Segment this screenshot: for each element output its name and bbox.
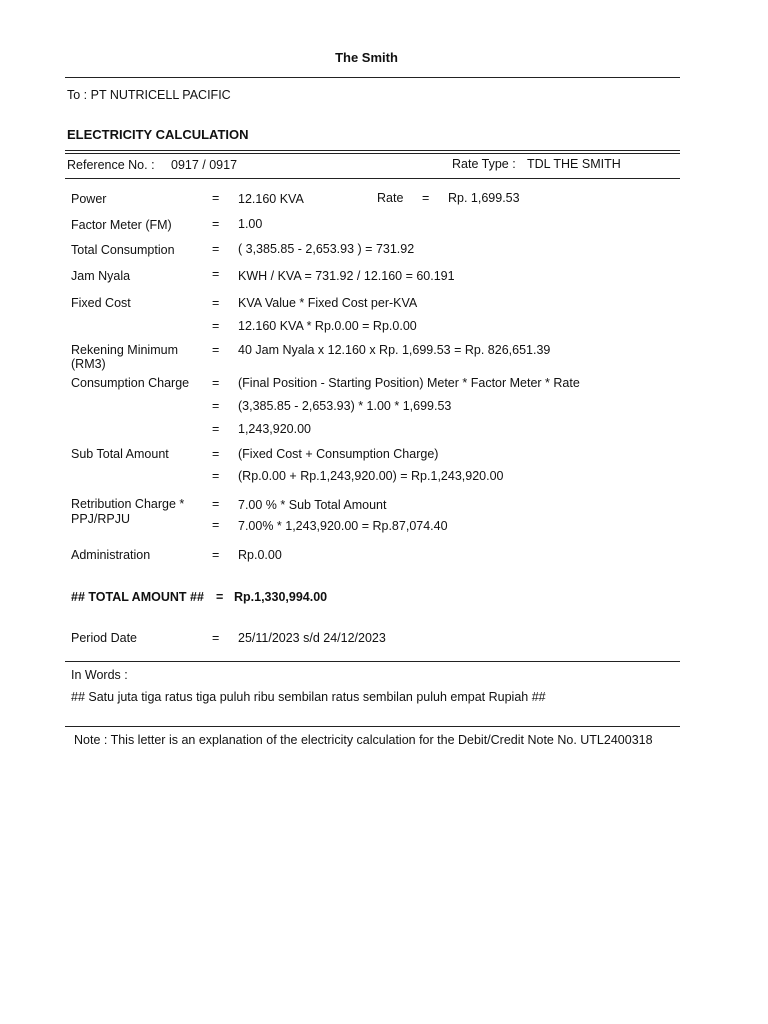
fixed-cost-label: Fixed Cost (71, 296, 131, 310)
recipient: To : PT NUTRICELL PACIFIC (67, 88, 231, 102)
retribution-result: 7.00% * 1,243,920.00 = Rp.87,074.40 (238, 519, 448, 533)
consumption-charge-substitution: (3,385.85 - 2,653.93) * 1.00 * 1,699.53 (238, 399, 452, 413)
sub-total-label: Sub Total Amount (71, 447, 169, 461)
equals-sign: = (212, 242, 220, 256)
retribution-label: Retribution Charge * (71, 497, 185, 511)
administration-value: Rp.0.00 (238, 548, 282, 562)
rate-type-value: TDL THE SMITH (527, 157, 621, 171)
footnote: Note : This letter is an explanation of the electricity calculation for the Debit/Credit Note No. UTL2400318 (74, 733, 653, 747)
consumption-charge-result: 1,243,920.00 (238, 422, 311, 436)
period-date-value: 25/11/2023 s/d 24/12/2023 (238, 631, 386, 645)
in-words-top-line (65, 661, 680, 662)
rate-value: Rp. 1,699.53 (448, 191, 520, 205)
sub-total-result: (Rp.0.00 + Rp.1,243,920.00) = Rp.1,243,920.00 (238, 469, 504, 483)
consumption-charge-label: Consumption Charge (71, 376, 190, 390)
fixed-cost-formula: KVA Value * Fixed Cost per-KVA (238, 296, 418, 310)
power-label: Power (71, 192, 107, 206)
sub-total-formula: (Fixed Cost + Consumption Charge) (238, 447, 439, 461)
equals-sign: = (212, 631, 220, 645)
total-amount-value: Rp.1,330,994.00 (234, 590, 328, 604)
equals-sign: = (422, 191, 430, 205)
period-date-label: Period Date (71, 631, 138, 645)
reference-value: 0917 / 0917 (171, 158, 238, 172)
fixed-cost-result: 12.160 KVA * Rp.0.00 = Rp.0.00 (238, 319, 417, 333)
retribution-label-sub: PPJ/RPJU (71, 512, 131, 526)
consumption-charge-formula: (Final Position - Starting Position) Meter * Factor Meter * Rate (238, 376, 580, 390)
header-divider (65, 77, 680, 78)
equals-sign: = (212, 343, 220, 357)
in-words-label: In Words : (71, 668, 128, 682)
equals-sign: = (212, 422, 220, 436)
rate-label: Rate (377, 191, 404, 205)
administration-label: Administration (71, 548, 151, 562)
rate-type-label: Rate Type : (452, 157, 516, 171)
power-value: 12.160 KVA (238, 192, 304, 206)
equals-sign: = (212, 376, 220, 390)
reference-label: Reference No. : (67, 158, 155, 172)
equals-sign: = (212, 319, 220, 333)
section-title: ELECTRICITY CALCULATION (67, 127, 249, 142)
jam-nyala-value: KWH / KVA = 731.92 / 12.160 = 60.191 (238, 269, 455, 283)
in-words-value: ## Satu juta tiga ratus tiga puluh ribu sembilan ratus sembilan puluh empat Rupiah ## (71, 690, 546, 704)
total-consumption-label: Total Consumption (71, 243, 175, 257)
retribution-formula: 7.00 % * Sub Total Amount (238, 498, 387, 512)
note-top-line (65, 726, 680, 727)
total-consumption-value: ( 3,385.85 - 2,653.93 ) = 731.92 (238, 242, 415, 256)
equals-sign: = (212, 469, 220, 483)
equals-sign: = (212, 267, 220, 281)
factor-meter-label: Factor Meter (FM) (71, 218, 172, 232)
equals-sign: = (212, 518, 220, 532)
rekening-minimum-label-sub: (RM3) (71, 357, 106, 371)
jam-nyala-label: Jam Nyala (71, 269, 131, 283)
company-name: The Smith (335, 50, 398, 65)
equals-sign: = (212, 217, 220, 231)
reference-top-line-1 (65, 150, 680, 151)
equals-sign: = (216, 590, 224, 604)
reference-bottom-line (65, 178, 680, 179)
rekening-minimum-label: Rekening Minimum (71, 343, 178, 357)
equals-sign: = (212, 497, 220, 511)
rekening-minimum-value: 40 Jam Nyala x 12.160 x Rp. 1,699.53 = Rp. 826,651.39 (238, 343, 551, 357)
factor-meter-value: 1.00 (238, 217, 263, 231)
equals-sign: = (212, 548, 220, 562)
equals-sign: = (212, 296, 220, 310)
reference-top-line-2 (65, 153, 680, 154)
equals-sign: = (212, 191, 220, 205)
total-amount-label: ## TOTAL AMOUNT ## (71, 590, 204, 604)
equals-sign: = (212, 399, 220, 413)
equals-sign: = (212, 447, 220, 461)
